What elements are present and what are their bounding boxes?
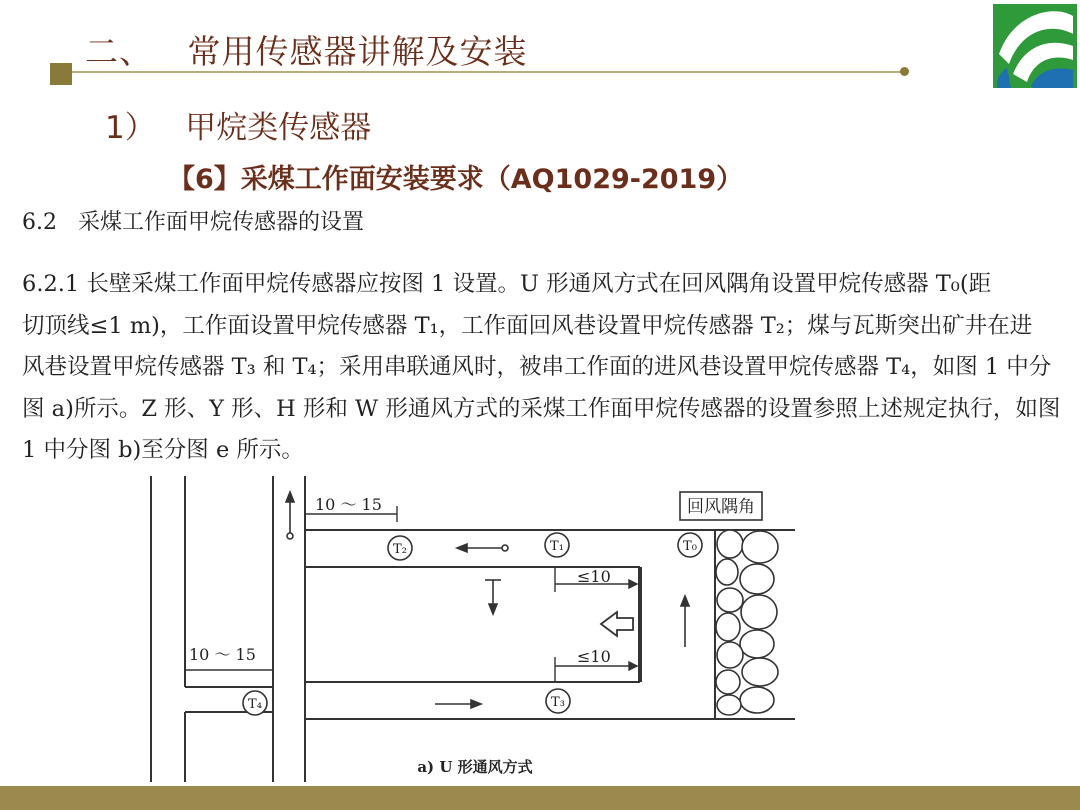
footer-bar	[0, 786, 1080, 810]
dimension-label: ≤10	[577, 647, 611, 666]
sensor-label: T₃	[551, 695, 565, 710]
ventilation-diagram	[145, 472, 805, 782]
hollow-arrow-left	[601, 612, 633, 636]
title-divider-dot	[900, 67, 909, 76]
body-line: 6.2.1 长壁采煤工作面甲烷传感器应按图 1 设置。U 形通风方式在回风隅角设置甲烷传感器 T₀(距	[22, 271, 992, 297]
sensor-label: T₁	[550, 539, 564, 554]
document-heading: 6.2 采煤工作面甲烷传感器的设置	[22, 210, 364, 235]
figure-caption: a) U 形通风方式	[417, 758, 533, 776]
dimension-label: 10 ～ 15	[315, 495, 382, 514]
dimension-label: ≤10	[577, 567, 611, 586]
section-title: 二、 常用传感器讲解及安装	[85, 32, 528, 71]
goaf-rocks	[716, 530, 778, 715]
body-line: 图 a)所示。Z 形、Y 形、H 形和 W 形通风方式的采煤工作面甲烷传感器的设置参照上述规定执行，如图	[22, 395, 1061, 422]
body-line: 1 中分图 b)至分图 e 所示。	[22, 437, 304, 463]
title-marker-square	[50, 63, 72, 85]
sensor-label: T₂	[393, 542, 407, 557]
body-line: 风巷设置甲烷传感器 T₃ 和 T₄；采用串联通风时，被串工作面的进风巷设置甲烷传感器 T₄，如图 1 中分	[22, 354, 1052, 380]
title-divider	[72, 71, 904, 73]
sensor-label: T₄	[248, 697, 262, 712]
document-body	[22, 264, 1067, 472]
body-line: 切顶线≤1 m)，工作面设置甲烷传感器 T₁，工作面回风巷设置甲烷传感器 T₂；煤与瓦斯突出矿井在进	[22, 312, 1033, 339]
corner-label: 回风隅角	[687, 497, 755, 517]
sensor-label: T₀	[683, 539, 697, 554]
dimension-label: 10 ～ 15	[189, 645, 256, 664]
subsection-title: 1） 甲烷类传感器	[105, 110, 372, 146]
company-logo-icon	[993, 4, 1077, 88]
requirement-title: 【6】采煤工作面安装要求（AQ1029-2019）	[168, 164, 744, 195]
